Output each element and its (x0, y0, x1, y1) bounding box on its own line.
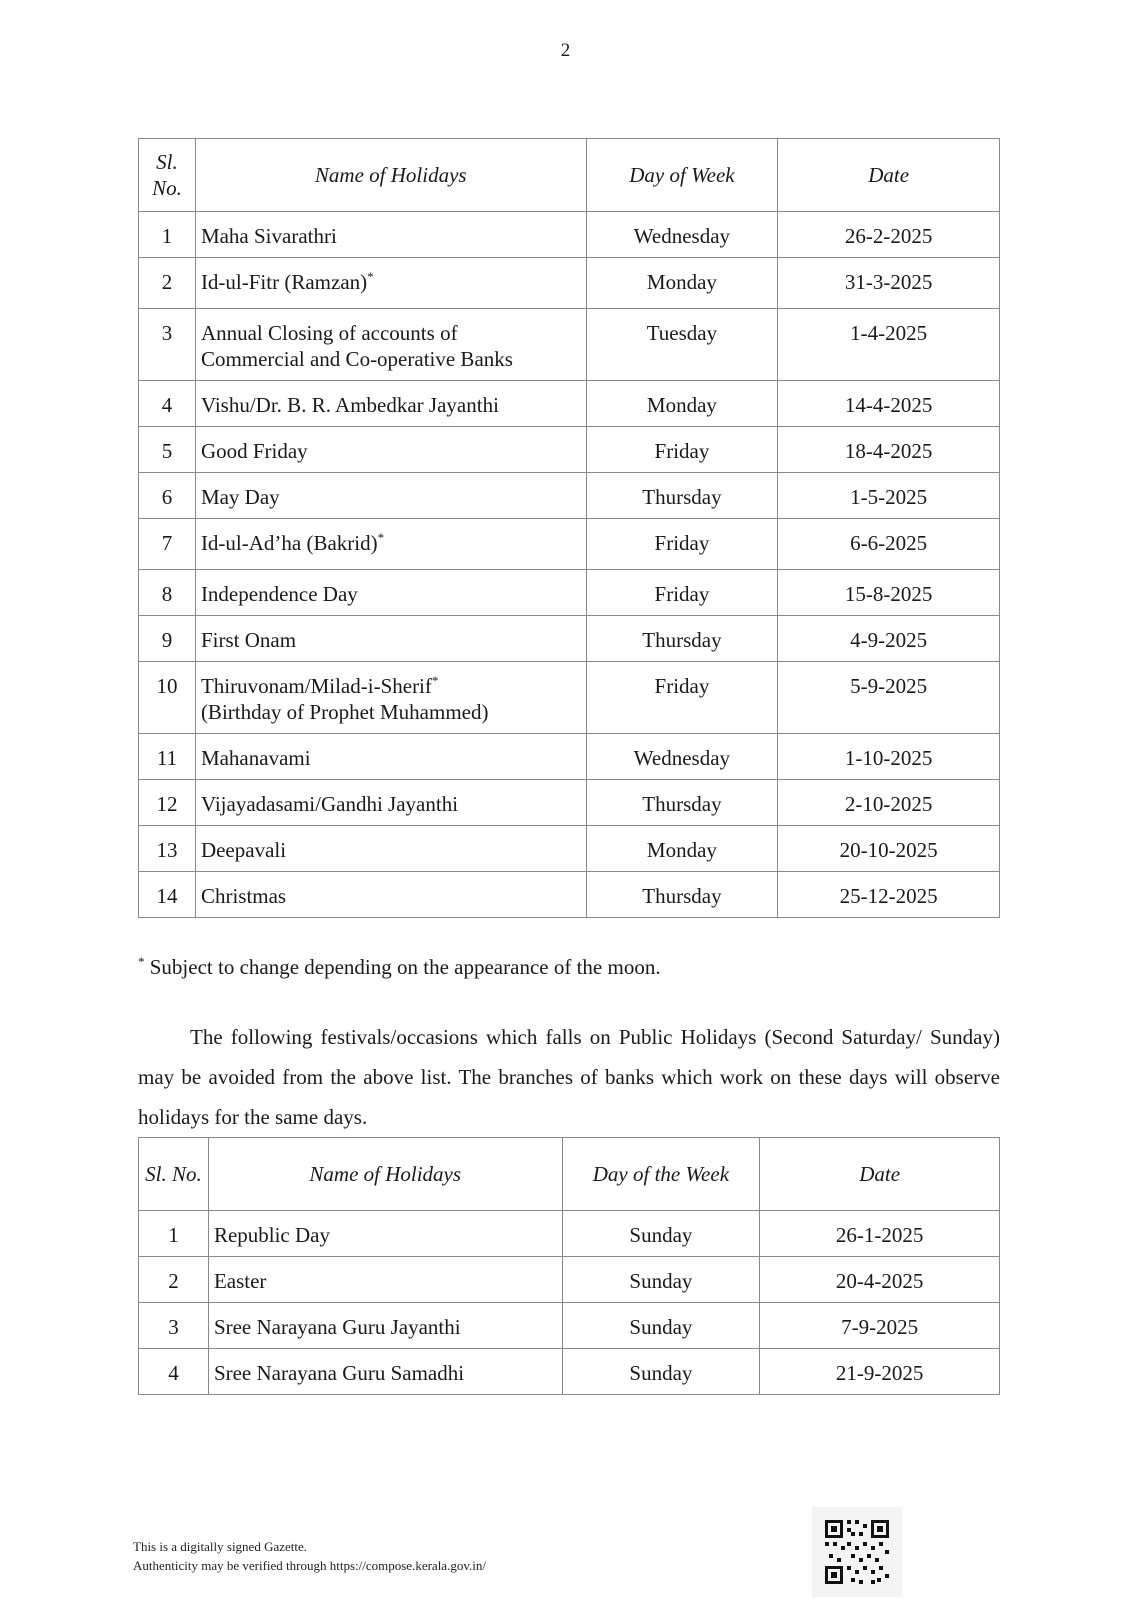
table-row (139, 212, 1000, 258)
footer-verify-link[interactable]: Authenticity may be verified through https://compose.kerala.gov.in/ (133, 1558, 486, 1573)
table-row (139, 734, 1000, 780)
row-date: 6-6-2025 (850, 531, 928, 555)
row-day: Sunday (629, 1361, 693, 1385)
row-sl-no: 13 (156, 838, 178, 862)
row-date: 1-10-2025 (844, 746, 933, 770)
row-holiday-name: Id-ul-Ad’ha (Bakrid)* (200, 530, 385, 555)
row-day: Wednesday (633, 224, 731, 248)
row-holiday-name: Vijayadasami/Gandhi Jayanthi (200, 792, 459, 816)
header-date: Date (760, 1138, 1000, 1211)
row-day: Tuesday (646, 321, 718, 345)
row-sl-no: 6 (161, 485, 173, 509)
row-day: Thursday (642, 884, 722, 908)
row-holiday-name: Mahanavami (200, 746, 311, 770)
row-sl-no: 7 (161, 531, 173, 555)
table-header-row (139, 139, 1000, 212)
row-day: Friday (654, 531, 710, 555)
table-row (139, 258, 1000, 309)
body-paragraph: The following festivals/occasions which falls on Public Holidays (Second Saturday/ Sunday) may be avoided from the above list. The branches of banks which work on these days will observe holidays for the same days. (138, 1025, 1000, 1129)
table-row (139, 519, 1000, 570)
row-holiday-name: Easter (213, 1269, 267, 1293)
moon-note-mark: * (377, 530, 385, 545)
row-sl-no: 10 (156, 674, 178, 698)
footnote-text: Subject to change depending on the appearance of the moon. (144, 955, 661, 979)
page-number: 2 (560, 40, 571, 61)
row-date: 21-9-2025 (835, 1361, 924, 1385)
header-date: Date (778, 139, 1000, 212)
row-sl-no: 4 (161, 393, 173, 417)
row-holiday-name: Thiruvonam/Milad-i-Sherif* (Birthday of Prophet Muhammed) (200, 673, 489, 724)
row-date: 7-9-2025 (841, 1315, 919, 1339)
header-sl-no: Sl. No. (139, 139, 196, 212)
row-day: Thursday (642, 628, 722, 652)
row-sl-no: 2 (168, 1269, 179, 1293)
row-holiday-name: Good Friday (200, 439, 308, 463)
row-date: 15-8-2025 (844, 582, 933, 606)
row-sl-no: 1 (161, 224, 173, 248)
table-row (139, 473, 1000, 519)
table-row (139, 381, 1000, 427)
header-day-of-week: Day of Week (586, 139, 778, 212)
row-sl-no: 4 (168, 1361, 179, 1385)
row-holiday-name: Independence Day (200, 582, 358, 606)
row-date: 20-10-2025 (839, 838, 938, 862)
row-date: 2-10-2025 (844, 792, 933, 816)
table-row (139, 616, 1000, 662)
row-date: 26-1-2025 (835, 1223, 924, 1247)
header-day-of-the-week: Day of the Week (562, 1138, 760, 1211)
table-row (139, 570, 1000, 616)
table-row (139, 1257, 1000, 1303)
header-name-of-holidays: Name of Holidays (195, 139, 586, 212)
row-day: Wednesday (633, 746, 731, 770)
row-sl-no: 12 (156, 792, 178, 816)
table-row (139, 1211, 1000, 1257)
row-date: 5-9-2025 (850, 674, 928, 698)
moon-footnote (138, 955, 661, 980)
row-holiday-name: Annual Closing of accounts of Commercial and Co-operative Banks (200, 321, 513, 371)
row-date: 31-3-2025 (844, 270, 933, 294)
row-sl-no: 3 (168, 1315, 179, 1339)
gazette-footer (133, 1537, 486, 1575)
row-day: Thursday (642, 792, 722, 816)
row-holiday-name: Maha Sivarathri (200, 224, 337, 248)
row-sl-no: 14 (156, 884, 178, 908)
row-sl-no: 9 (161, 628, 173, 652)
row-holiday-name: Id-ul-Fitr (Ramzan)* (200, 269, 374, 294)
table-header-row (139, 1138, 1000, 1211)
row-holiday-name: First Onam (200, 628, 297, 652)
header-sl-no: Sl. No. (139, 1138, 209, 1211)
table-row (139, 662, 1000, 734)
table-row (139, 1349, 1000, 1395)
row-sl-no: 1 (168, 1223, 179, 1247)
row-holiday-name: Deepavali (200, 838, 287, 862)
row-day: Monday (646, 838, 717, 862)
row-day: Friday (654, 674, 710, 698)
row-day: Sunday (629, 1315, 693, 1339)
row-date: 18-4-2025 (844, 439, 933, 463)
header-name-of-holidays: Name of Holidays (208, 1138, 562, 1211)
table-row (139, 427, 1000, 473)
row-day: Thursday (642, 485, 722, 509)
row-date: 4-9-2025 (850, 628, 928, 652)
holidays-table (138, 138, 1000, 918)
row-holiday-name: Republic Day (213, 1223, 330, 1247)
moon-note-mark: * (367, 269, 374, 284)
row-date: 20-4-2025 (835, 1269, 924, 1293)
footer-signed-note: This is a digitally signed Gazette. (133, 1539, 308, 1554)
footnote-mark: * (138, 954, 145, 969)
row-holiday-name: Sree Narayana Guru Jayanthi (213, 1315, 461, 1339)
row-date: 1-5-2025 (850, 485, 928, 509)
row-day: Friday (654, 439, 710, 463)
moon-note-mark: * (431, 673, 439, 688)
table-row (139, 1303, 1000, 1349)
qr-code-icon (812, 1507, 902, 1597)
row-sl-no: 11 (156, 746, 178, 770)
table-row (139, 309, 1000, 381)
row-sl-no: 3 (161, 321, 173, 345)
row-date: 14-4-2025 (844, 393, 933, 417)
row-holiday-name: Vishu/Dr. B. R. Ambedkar Jayanthi (200, 393, 499, 417)
table-row (139, 780, 1000, 826)
row-holiday-name: Sree Narayana Guru Samadhi (213, 1361, 465, 1385)
row-day: Sunday (629, 1223, 693, 1247)
row-day: Friday (654, 582, 710, 606)
row-date: 26-2-2025 (844, 224, 933, 248)
table-row (139, 872, 1000, 918)
row-date: 25-12-2025 (839, 884, 938, 908)
row-date: 1-4-2025 (850, 321, 928, 345)
row-sl-no: 8 (161, 582, 173, 606)
row-holiday-name: May Day (200, 485, 280, 509)
row-sl-no: 2 (161, 270, 173, 294)
row-day: Monday (646, 393, 717, 417)
row-sl-no: 5 (161, 439, 173, 463)
table-row (139, 826, 1000, 872)
row-day: Monday (646, 270, 717, 294)
row-holiday-name: Christmas (200, 884, 287, 908)
sunday-holidays-table (138, 1137, 1000, 1395)
row-day: Sunday (629, 1269, 693, 1293)
